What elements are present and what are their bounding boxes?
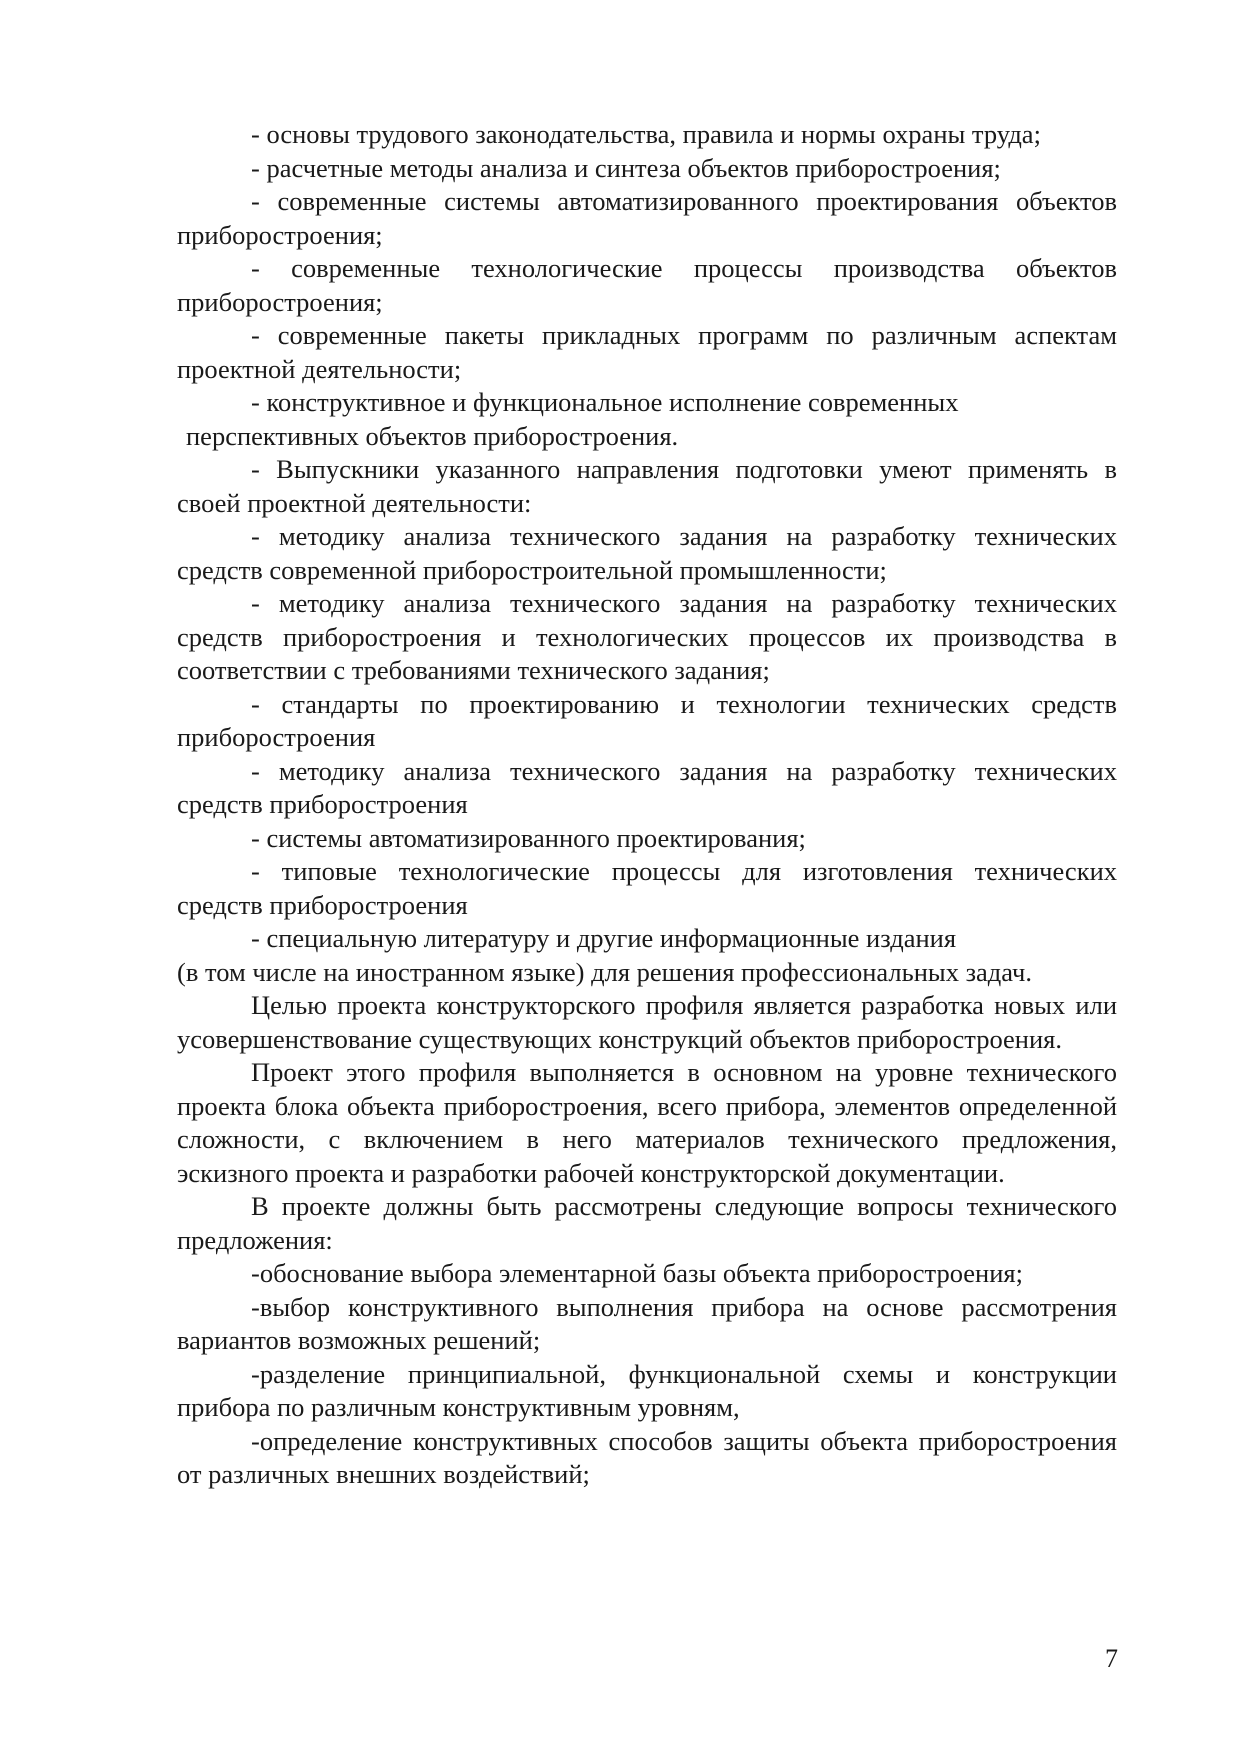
- paragraph: - методику анализа технического задания на разработку технических средств приборостроения и технологических процессов их производства в соответствии с требованиями технического задания;: [177, 588, 1117, 685]
- paragraph: - методику анализа технического задания на разработку технических средств приборостроения: [177, 755, 1117, 819]
- paragraph: - Выпускники указанного направления подготовки умеют применять в своей проектной деятельности:: [177, 454, 1117, 518]
- paragraph: -выбор конструктивного выполнения прибора на основе рассмотрения вариантов возможных решений;: [177, 1291, 1117, 1355]
- paragraph: - системы автоматизированного проектирования;: [251, 822, 806, 853]
- document-body: [177, 118, 1117, 1492]
- paragraph: -разделение принципиальной, функциональной схемы и конструкции прибора по различным конструктивным уровням,: [177, 1358, 1117, 1422]
- paragraph-continuation: перспективных объектов приборостроения.: [186, 420, 679, 451]
- paragraph: - стандарты по проектированию и технологии технических средств приборостроения: [177, 688, 1117, 752]
- paragraph: - расчетные методы анализа и синтеза объектов приборостроения;: [251, 152, 1001, 183]
- paragraph: - современные технологические процессы производства объектов приборостроения;: [177, 253, 1117, 317]
- paragraph: Целью проекта конструкторского профиля является разработка новых или усовершенствование существующих конструкций объектов приборостроения.: [177, 990, 1117, 1054]
- paragraph: - современные пакеты прикладных программ по различным аспектам проектной деятельности;: [177, 320, 1117, 384]
- paragraph: В проекте должны быть рассмотрены следующие вопросы технического предложения:: [177, 1191, 1117, 1255]
- paragraph: -обоснование выбора элементарной базы объекта приборостроения;: [251, 1258, 1023, 1288]
- paragraph-continuation: (в том числе на иностранном языке) для решения профессиональных задач.: [177, 956, 1032, 987]
- paragraph: -определение конструктивных способов защиты объекта приборостроения от различных внешних воздействий;: [177, 1425, 1117, 1489]
- paragraph: Проект этого профиля выполняется в основном на уровне технического проекта блока объекта приборостроения, всего прибора, элементов определенной сложности, с включением в него материалов технического предложения, эскизного проекта и разработки рабочей конструкторской документации.: [177, 1057, 1117, 1188]
- paragraph: - специальную литературу и другие информационные издания: [251, 923, 957, 953]
- paragraph: - основы трудового законодательства, правила и нормы охраны труда;: [251, 119, 1041, 149]
- paragraph: - конструктивное и функциональное исполнение современных: [251, 387, 959, 417]
- paragraph: - типовые технологические процессы для изготовления технических средств приборостроения: [177, 856, 1117, 920]
- paragraph: - методику анализа технического задания на разработку технических средств современной приборостроительной промышленности;: [177, 521, 1117, 585]
- page-number: 7: [1105, 1644, 1118, 1673]
- paragraph: - современные системы автоматизированного проектирования объектов приборостроения;: [177, 186, 1117, 250]
